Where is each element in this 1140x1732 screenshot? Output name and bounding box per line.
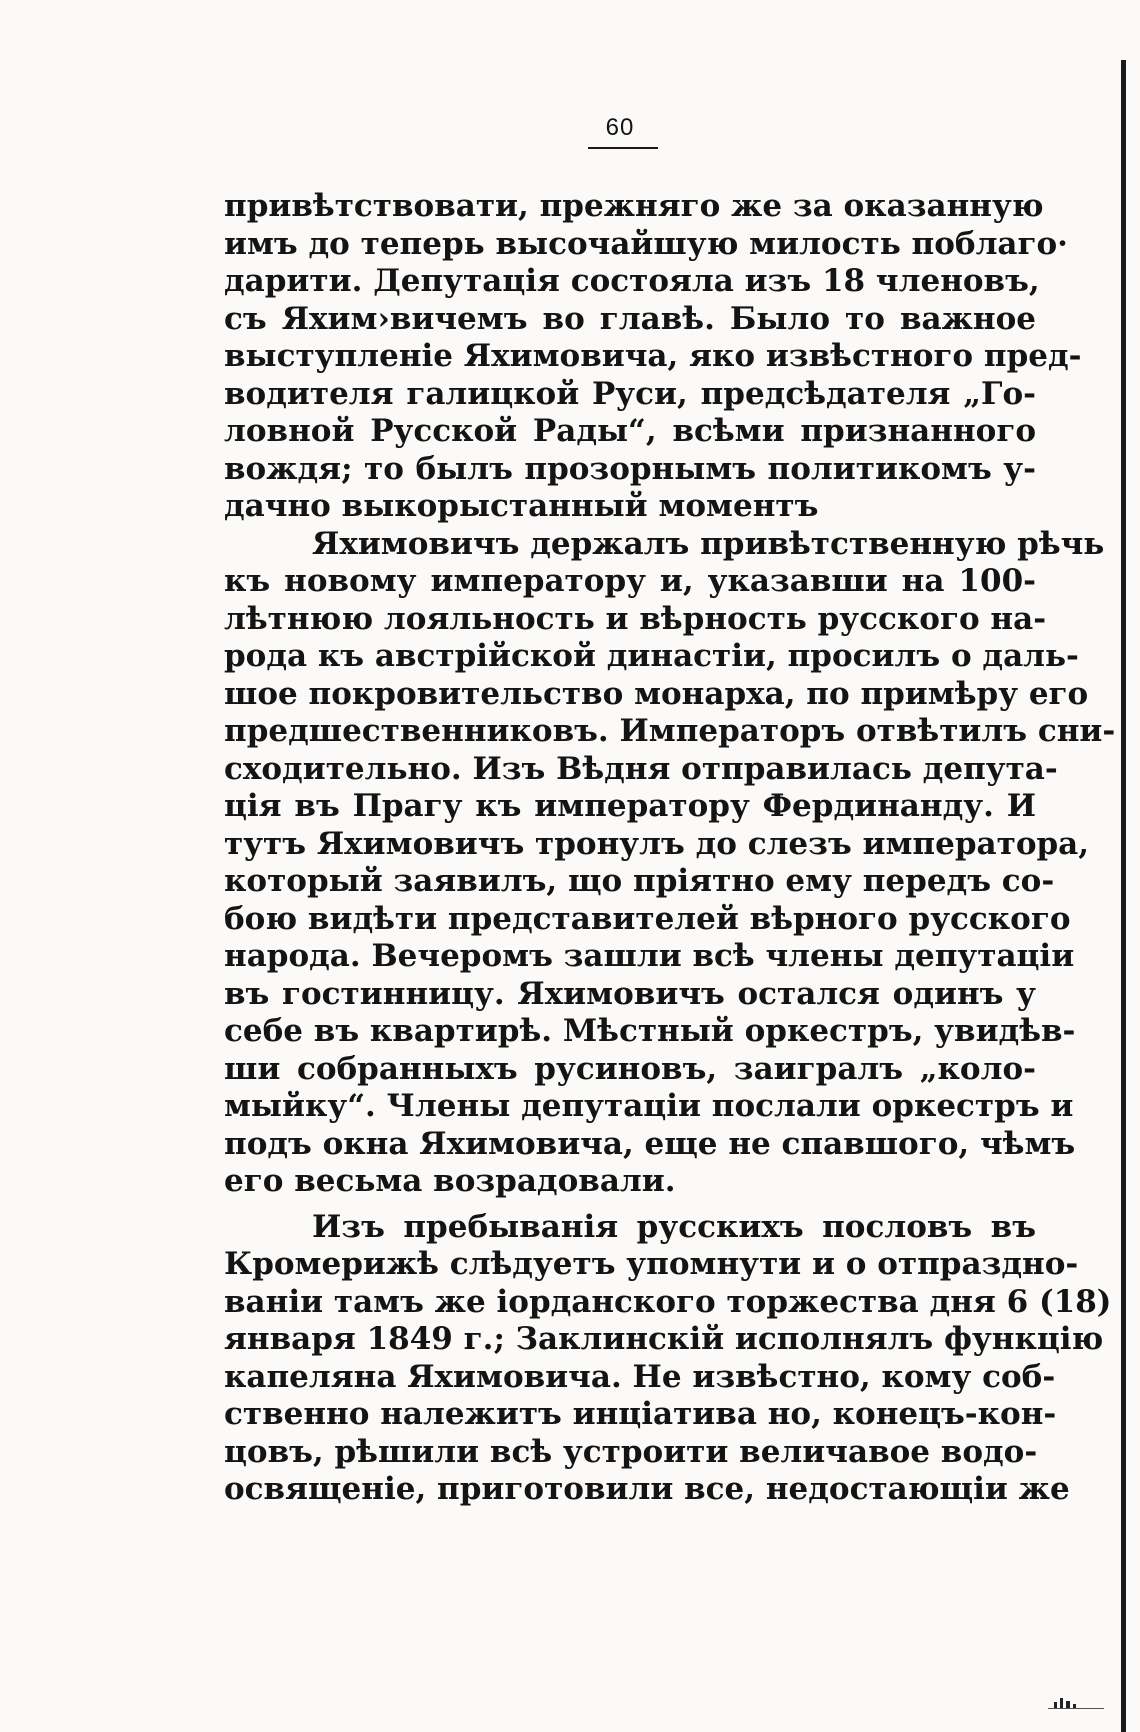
text-line: Яхимовичъ держалъ привѣтственную рѣчь [312, 525, 1105, 562]
text-line: подъ окна Яхимовича, еще не спавшого, чѣмъ [224, 1125, 1076, 1162]
text-line: ши собранныхъ русиновъ, заигралъ „коло- [224, 1050, 1036, 1087]
text-line: привѣтствовати, прежняго же за оказанную [224, 188, 1044, 224]
text-line: ловной Русской Рады“, всѣми признанного [224, 413, 1036, 449]
text-line: шое покровительство монарха, по примѣру его [224, 675, 1089, 712]
text-line: тутъ Яхимовичъ тронулъ до слезъ императора, [224, 825, 1090, 862]
text-line: капеляна Яхимовича. Не извѣстно, кому соб- [224, 1358, 1056, 1395]
text-line: его весьма возрадовали. [224, 1163, 676, 1199]
text-line: дарити. Депутація состояла изъ 18 членовъ, [224, 263, 1040, 299]
text-line: имъ до теперь высочайшую милость поблаго· [224, 225, 1068, 262]
text-line: себе въ квартирѣ. Мѣстный оркестръ, увидѣв- [224, 1013, 1076, 1049]
text-line: Изъ пребыванія русскихъ пословъ въ [312, 1208, 1036, 1245]
text-line: сходительно. Изъ Вѣдня отправилась депута- [224, 750, 1058, 787]
page-edge-rule [1121, 60, 1126, 1732]
text-line: Кромерижѣ слѣдуетъ упомнути и о отпраздно- [224, 1246, 1079, 1282]
paragraph [224, 1208, 1112, 1509]
text-line: предшественниковъ. Императоръ отвѣтилъ сни- [224, 713, 1116, 749]
text-line: ваніи тамъ же іорданского торжества дня 6 (18) [224, 1283, 1112, 1320]
text-line: водителя галицкой Руси, предсѣдателя „Го- [224, 375, 1036, 412]
text-line: дачно выкорыстанный моментъ [224, 488, 819, 524]
paragraph-gap [224, 1201, 1036, 1209]
text-line: съ Яхим›вичемъ во главѣ. Было то важное [224, 300, 1036, 337]
text-line: вождя; то былъ прозорнымъ политикомъ у- [224, 450, 1036, 487]
text-line: рода къ австрійской династіи, просилъ о даль- [224, 638, 1079, 674]
text-line: къ новому императору и, указавши на 100- [224, 563, 1036, 599]
text-line: въ гостинницу. Яхимовичъ остался одинъ у [224, 975, 1036, 1012]
text-line: который заявилъ, що пріятно ему передъ со- [224, 863, 1055, 899]
text-line: выступленіе Яхимовича, яко извѣстного пред- [224, 338, 1082, 374]
page-number: 60 [605, 114, 635, 141]
text-line: января 1849 г.; Заклинскій исполнялъ функцію [224, 1321, 1104, 1357]
paragraph [224, 525, 1116, 1201]
text-line: бою видѣти представителей вѣрного русского [224, 900, 1071, 937]
text-line: мыйку“. Члены депутаціи послали оркестръ и [224, 1088, 1074, 1124]
text-line: народа. Вечеромъ зашли всѣ члены депутаціи [224, 938, 1075, 974]
text-line: ція въ Прагу къ императору Фердинанду. И [224, 788, 1036, 824]
scan-artifact [1046, 1692, 1106, 1710]
body-text [224, 188, 1116, 1509]
paragraph [224, 188, 1082, 526]
text-line: ственно належитъ инціатива но, конецъ-кон- [224, 1396, 1057, 1432]
page-number-underline [588, 147, 658, 149]
text-line: освященіе, приготовили все, недостающіи же [224, 1471, 1070, 1507]
text-line: цовъ, рѣшили всѣ устроити величавое водо- [224, 1433, 1038, 1470]
text-line: лѣтнюю лояльность и вѣрность русского на- [224, 600, 1047, 637]
